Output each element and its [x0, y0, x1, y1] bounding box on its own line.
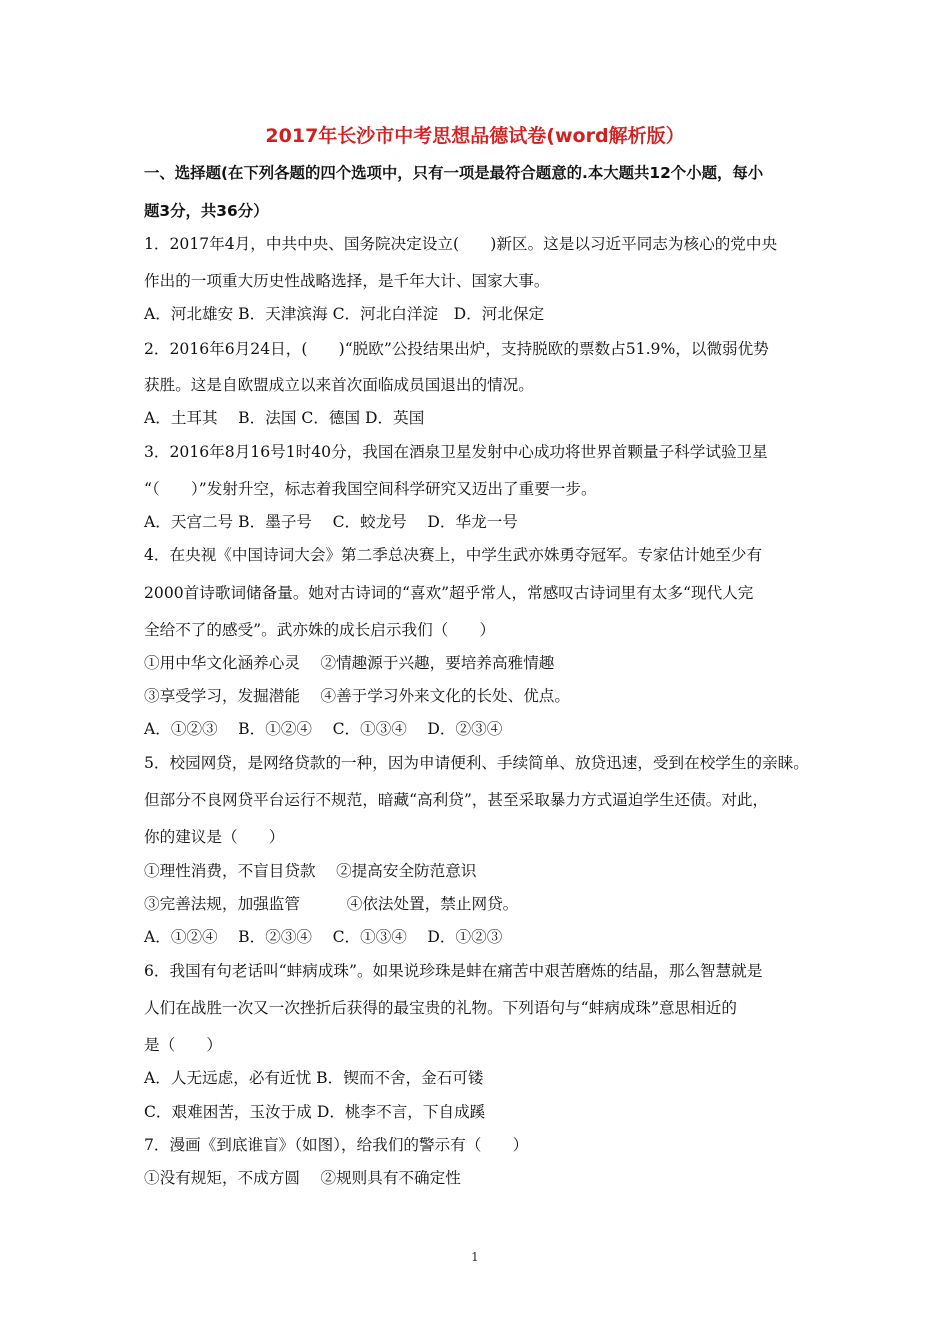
- question-2-options: A．土耳其 B．法国 C．德国 D．英国: [144, 409, 425, 427]
- question-5-options: A．①②④ B．②③④ C．①③④ D．①②③: [144, 928, 503, 946]
- question-2-stem-line-2: 获胜。这是自欧盟成立以来首次面临成员国退出的情况。: [144, 376, 534, 394]
- question-3-options: A．天宫二号 B．墨子号 C．蛟龙号 D．华龙一号: [144, 513, 518, 531]
- question-5-stem-line-3: 你的建议是（ ）: [144, 828, 285, 846]
- question-5-choice-line-1: ①理性消费，不盲目贷款 ②提高安全防范意识: [144, 862, 477, 880]
- page-number: 1: [471, 1250, 479, 1264]
- question-7-choice-line-1: ①没有规矩，不成方圆 ②规则具有不确定性: [144, 1169, 461, 1187]
- question-1-stem-line-2: 作出的一项重大历史性战略选择，是千年大计、国家大事。: [144, 272, 550, 290]
- section-heading-line-1: 一、选择题(在下列各题的四个选项中，只有一项是最符合题意的.本大题共12个小题，每小: [144, 164, 764, 182]
- document-title: 2017年长沙市中考思想品德试卷(word解析版）: [265, 125, 685, 147]
- question-5-stem-line-1: 5．校园网贷，是网络贷款的一种，因为申请便利、手续简单、放贷迅速，受到在校学生的亲睐。: [144, 754, 809, 772]
- question-6-option-line-1: A．人无远虑，必有近忧 B．锲而不舍，金石可镂: [144, 1069, 484, 1087]
- question-5-choice-line-2: ③完善法规，加强监管 ④依法处置，禁止网贷。: [144, 895, 519, 913]
- question-1-stem-line-1: 1．2017年4月，中共中央、国务院决定设立( )新区。这是以习近平同志为核心的党中央: [144, 235, 778, 253]
- question-6-stem-line-3: 是（ ）: [144, 1036, 222, 1054]
- section-heading-line-2: 题3分，共36分）: [144, 202, 269, 220]
- question-2-stem-line-1: 2．2016年6月24日，( )“脱欧”公投结果出炉，支持脱欧的票数占51.9%，以微弱优势: [144, 340, 769, 358]
- question-6-stem-line-1: 6．我国有句老话叫“蚌病成珠”。如果说珍珠是蚌在痛苦中艰苦磨炼的结晶，那么智慧就是: [144, 962, 763, 980]
- question-4-stem-line-2: 2000首诗歌词储备量。她对古诗词的“喜欢”超乎常人，常感叹古诗词里有太多“现代人完: [144, 584, 754, 602]
- question-3-stem-line-1: 3．2016年8月16号1时40分，我国在酒泉卫星发射中心成功将世界首颗量子科学试验卫星: [144, 443, 768, 461]
- question-1-options: A．河北雄安 B．天津滨海 C．河北白洋淀 D．河北保定: [144, 305, 545, 323]
- question-4-choice-line-2: ③享受学习，发掘潜能 ④善于学习外来文化的长处、优点。: [144, 687, 570, 705]
- question-6-stem-line-2: 人们在战胜一次又一次挫折后获得的最宝贵的礼物。下列语句与“蚌病成珠”意思相近的: [144, 999, 737, 1017]
- question-5-stem-line-2: 但部分不良网贷平台运行不规范，暗藏“高利贷”，甚至采取暴力方式逼迫学生还债。对此，: [144, 791, 769, 809]
- question-6-option-line-2: C．艰难困苦，玉汝于成 D．桃李不言，下自成蹊: [144, 1103, 486, 1121]
- question-7-stem-line-1: 7．漫画《到底谁盲》（如图），给我们的警示有（ ）: [144, 1136, 529, 1154]
- question-4-options: A．①②③ B．①②④ C．①③④ D．②③④: [144, 720, 503, 738]
- question-3-stem-line-2: “（ ）”发射升空，标志着我国空间科学研究又迈出了重要一步。: [144, 480, 597, 498]
- question-4-stem-line-1: 4．在央视《中国诗词大会》第二季总决赛上，中学生武亦姝勇夺冠军。专家估计她至少有: [144, 546, 763, 564]
- question-4-stem-line-3: 全给不了的感受”。武亦姝的成长启示我们（ ）: [144, 621, 496, 639]
- question-4-choice-line-1: ①用中华文化涵养心灵 ②情趣源于兴趣，要培养高雅情趣: [144, 654, 555, 672]
